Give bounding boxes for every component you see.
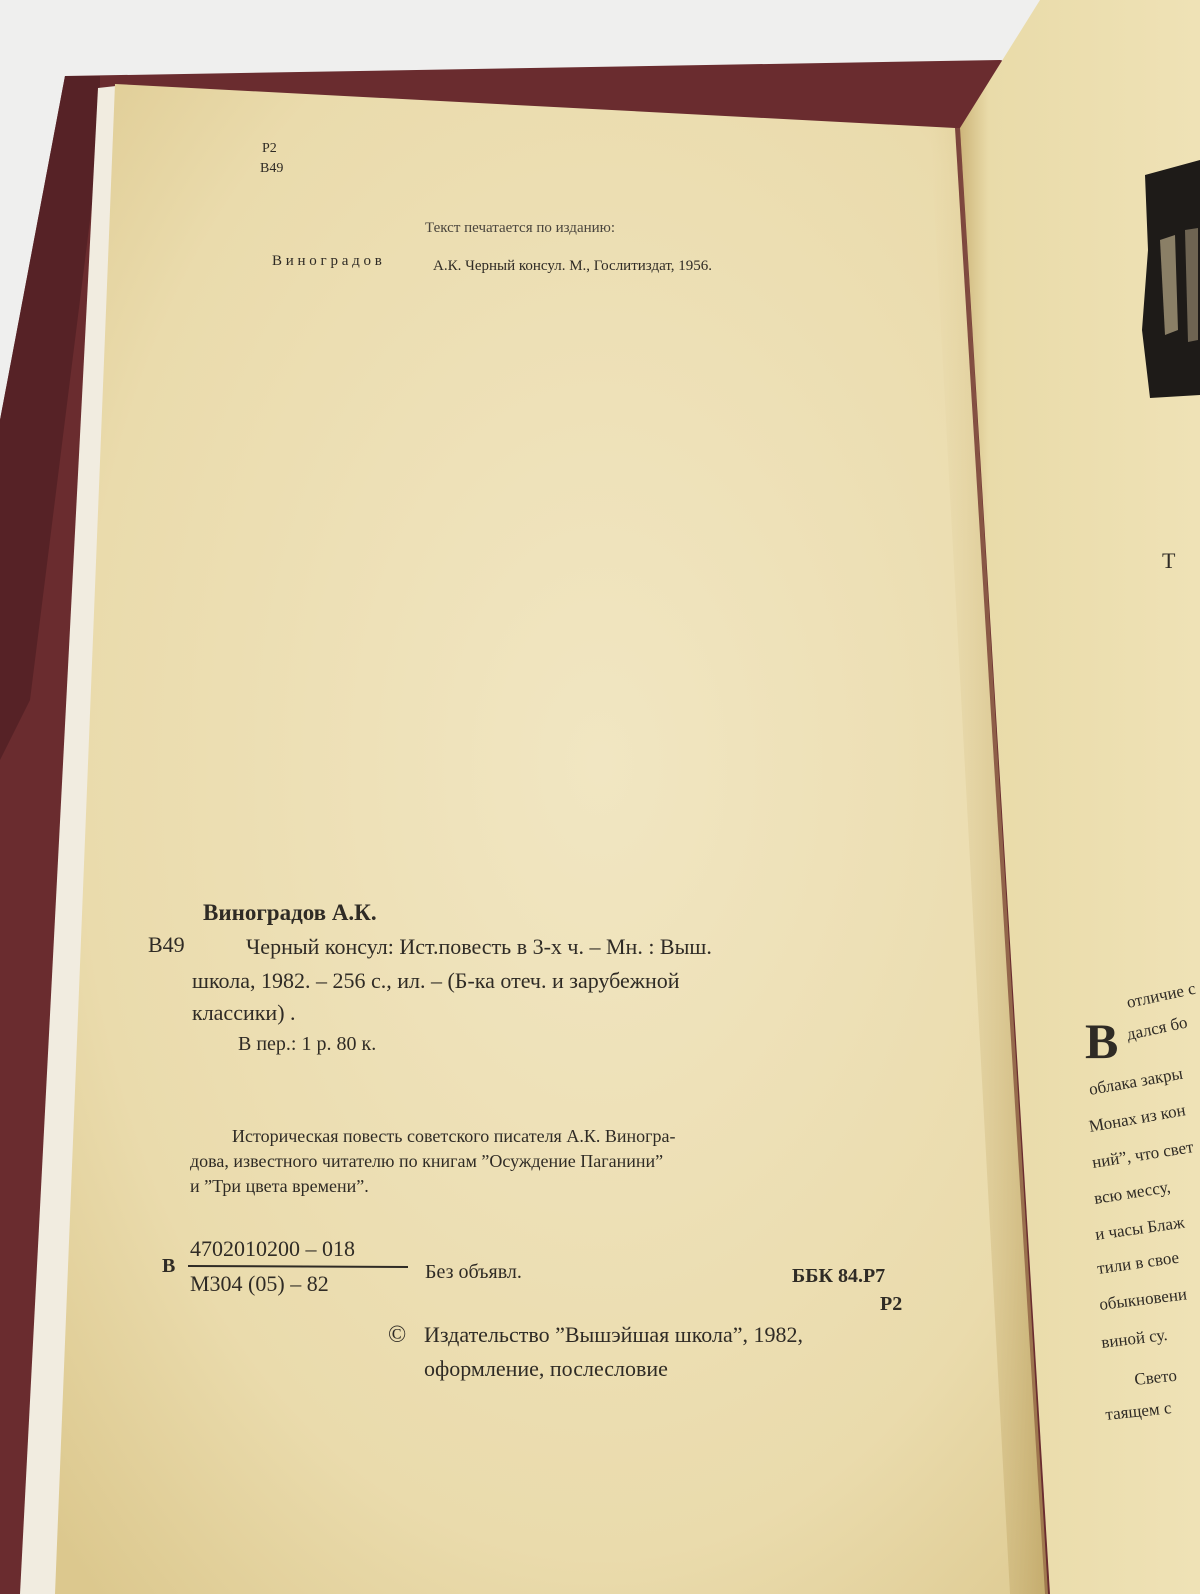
no-announcement-note: Без объявл.	[425, 1261, 522, 1283]
annotation-line2: дова, известного читателю по книгам ”Осуждение Паганини”	[190, 1151, 664, 1171]
right-line: обыкновени	[1098, 1284, 1188, 1314]
bbk-code: ББК 84.Р7	[792, 1265, 886, 1287]
catalog-author: Виноградов А.К.	[203, 900, 377, 925]
right-page-fragment-letter: Т	[1162, 548, 1176, 573]
fraction-bar	[188, 1266, 408, 1267]
catalog-line3: классики) .	[192, 1000, 296, 1025]
right-line: таящем с	[1104, 1398, 1173, 1424]
bbk-code-p2: Р2	[880, 1293, 903, 1315]
source-note-rest: А.К. Черный консул. М., Гослитиздат, 1956.	[433, 258, 713, 274]
classification-code-b49: В49	[260, 161, 284, 176]
right-line: и часы Блаж	[1093, 1212, 1186, 1244]
classification-code-p2: Р2	[262, 141, 277, 156]
catalog-line1: Черный консул: Ист.повесть в 3-х ч. – Мн. : Выш.	[246, 934, 712, 959]
right-page-drop-cap: В	[1085, 1013, 1119, 1069]
copyright-symbol: ©	[388, 1322, 407, 1348]
catalog-price: В пер.: 1 р. 80 к.	[238, 1033, 377, 1055]
catalog-code: В49	[148, 932, 185, 957]
copyright-line1: Издательство ”Вышэйшая школа”, 1982,	[424, 1322, 804, 1347]
fraction-letter: В	[162, 1255, 176, 1277]
source-note-line1: Текст печатается по изданию:	[425, 220, 616, 236]
annotation-line1: Историческая повесть советского писателя А.К. Виногра-	[232, 1126, 676, 1146]
fraction-denominator: М304 (05) – 82	[190, 1271, 329, 1296]
right-line: виной су.	[1100, 1325, 1169, 1352]
right-line: Монах из кон	[1087, 1100, 1187, 1136]
source-note-author-spaced: В и н о г р а д о в	[272, 253, 382, 269]
annotation-line3: и ”Три цвета времени”.	[190, 1176, 369, 1196]
right-line: всю мессу,	[1092, 1177, 1172, 1208]
right-line: облака закры	[1087, 1063, 1185, 1099]
right-line: Свето	[1133, 1365, 1178, 1389]
right-line: дался бо	[1124, 1012, 1190, 1044]
catalog-line2: школа, 1982. – 256 с., ил. – (Б-ка отеч. и зарубежной	[192, 968, 680, 993]
right-line: тили в свое	[1095, 1247, 1181, 1278]
fraction-numerator: 4702010200 – 018	[190, 1236, 355, 1261]
right-line: отличие с	[1124, 978, 1198, 1012]
right-page-illustration	[1142, 160, 1200, 398]
right-line: ний”, что свет	[1090, 1137, 1195, 1172]
copyright-line2: оформление, послесловие	[424, 1356, 668, 1381]
